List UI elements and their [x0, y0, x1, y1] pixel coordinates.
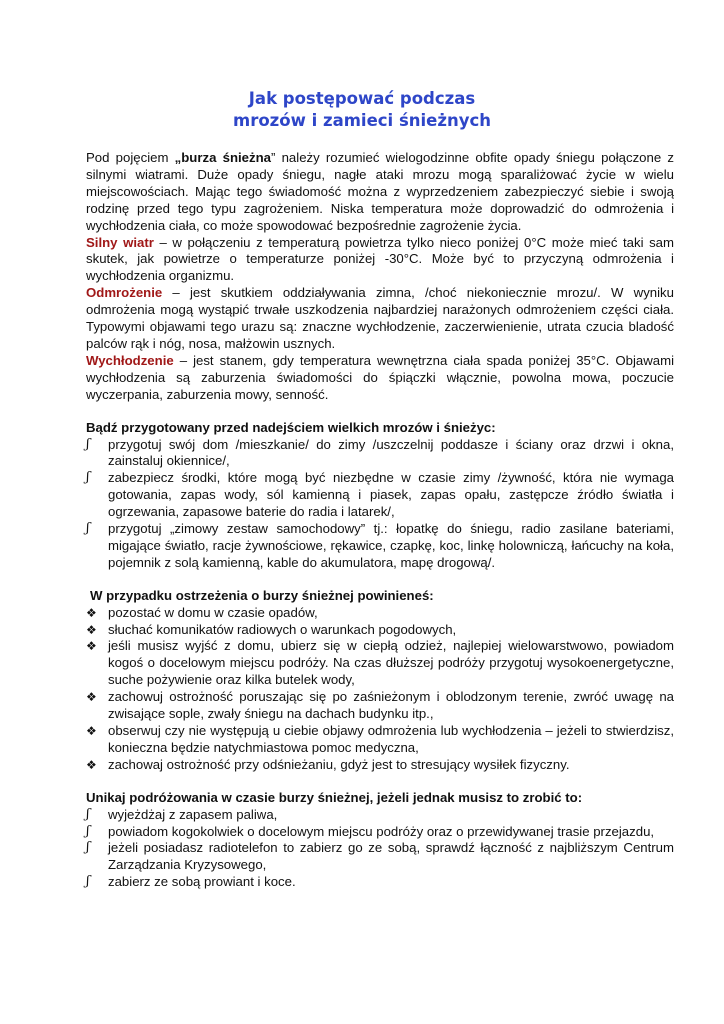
intro-paragraph — [86, 150, 674, 235]
definition-term: Wychłodzenie — [86, 352, 174, 368]
list-item — [86, 807, 674, 824]
section-2-heading: W przypadku ostrzeżenia o burzy śnieżnej powinieneś: — [90, 587, 434, 603]
list-item-text: powiadom kogokolwiek o docelowym miejscu podróży oraz o przewidywanej trasie przejazdu, — [108, 823, 655, 839]
definition-text: – jest stanem, gdy temperatura wewnętrzna ciała spada poniżej 35°C. Objawami wychłodzenia są zaburzenia świadomości do śpiączki włącznie, powolna mowa, poczucie wyczerpania, zaburzenia mowy, senność. — [86, 352, 674, 402]
list-item — [86, 521, 674, 572]
check-mark-icon: ʃ — [86, 806, 90, 822]
section-2-list — [86, 605, 674, 774]
diamond-bullet-icon: ❖ — [86, 724, 97, 738]
diamond-bullet-icon: ❖ — [86, 690, 97, 705]
definition-text: – jest skutkiem oddziaływania zimna, /choć niekoniecznie mrozu/. W wyniku odmrożenia mogą wystąpić trwałe uszkodzenia najbardziej narażonych odmrożeniem części ciała. Typowymi objawami tego urazu są: znaczne wychłodzenie, zaczerwienienie, utrata czucia bladość palców rąk i nóg, nosa, małżowin usznych. — [86, 285, 674, 351]
list-item-text: przygotuj swój dom /mieszkanie/ do zimy /uszczelnij poddasze i ściany oraz drzwi i okna, zainstaluj okiennice/, — [108, 436, 674, 469]
list-item — [86, 605, 674, 622]
list-item — [86, 757, 674, 774]
list-item — [86, 437, 674, 471]
list-item — [86, 723, 674, 757]
check-mark-icon: ʃ — [86, 840, 90, 856]
list-item — [86, 840, 674, 874]
definition-term: Silny wiatr — [86, 234, 154, 250]
definition-silny-wiatr — [86, 235, 674, 286]
list-item-text: słuchać komunikatów radiowych o warunkach pogodowych, — [108, 621, 457, 637]
list-item — [86, 638, 674, 689]
list-item — [86, 622, 674, 639]
section-3-heading: Unikaj podróżowania w czasie burzy śnieżnej, jeżeli jednak musisz to zrobić to: — [86, 789, 583, 805]
section-3-list — [86, 807, 674, 892]
list-item-text: wyjeżdżaj z zapasem paliwa, — [108, 806, 278, 822]
title-line-1: Jak postępować podczas — [248, 89, 476, 108]
check-mark-icon: ʃ — [86, 470, 90, 486]
diamond-bullet-icon: ❖ — [86, 605, 97, 620]
section-1-heading: Bądź przygotowany przed nadejściem wielkich mrozów i śnieżyc: — [86, 419, 496, 435]
list-item-text: obserwuj czy nie występują u ciebie objawy odmrożenia lub wychłodzenia – jeżeli to stwierdzisz, konieczna będzie natychmiastowa pomoc medyczna, — [108, 723, 674, 755]
list-item-text: zabezpiecz środki, które mogą być niezbędne w czasie zimy /żywność, która nie wymaga gotowania, zapas wody, sól kamienną i piasek, zapas opału, zastępcze źródło światła i ogrzewania, zapasowe baterie do radia i latarek/, — [108, 470, 674, 520]
intro-term: „burza śnieżna — [174, 150, 271, 165]
intro-prefix: Pod pojęciem — [86, 150, 175, 165]
diamond-bullet-icon: ❖ — [86, 757, 97, 772]
section-1-list — [86, 437, 674, 572]
check-mark-icon: ʃ — [86, 874, 90, 890]
list-item-text: zachowuj ostrożność poruszając się po zaśnieżonym i oblodzonym terenie, zwróć uwagę na zwisające sople, zwały śniegu na dachach budynku itp., — [108, 689, 674, 722]
check-mark-icon: ʃ — [86, 823, 90, 839]
intro-text: ” należy rozumieć wielogodzinne obfite opady śniegu połączone z silnymi wiatrami. Duże opady śniegu, nagłe ataki mrozu mogą sparaliżować życie w wielu miejscowościach. Mając tego świadomość można z wyprzedzeniem zabezpieczyć siebie i swoją rodzinę przed tego typu zagrożeniem. Niska temperatura może doprowadzić do odmrożenia i wychłodzenia ciała, co może spowodować bezpośrednie zagrożenie życia. — [86, 150, 674, 233]
definition-term: Odmrożenie — [86, 285, 163, 301]
list-item-text: jeżeli posiadasz radiotelefon to zabierz go ze sobą, sprawdź łączność z najbliższym Centrum Zarządzania Kryzysowego, — [108, 840, 674, 873]
diamond-bullet-icon: ❖ — [86, 639, 97, 654]
check-mark-icon: ʃ — [86, 436, 90, 452]
list-item — [86, 824, 674, 841]
list-item-text: zachowaj ostrożność przy odśnieżaniu, gdyż jest to stresujący wysiłek fizyczny. — [108, 756, 570, 772]
list-item-text: przygotuj „zimowy zestaw samochodowy” tj.: łopatkę do śniegu, radio zasilane bateriami, migające światło, racje żywnościowe, rękawice, czapkę, koc, linkę holowniczą, łańcuchy na koła, pojemnik z solą kamienną, kable do akumulatora, mapę drogową/. — [108, 521, 674, 570]
check-mark-icon: ʃ — [86, 521, 90, 537]
definition-odmrozenie — [86, 285, 674, 353]
list-item-text: jeśli musisz wyjść z domu, ubierz się w ciepłą odzież, najlepiej wielowarstwowo, powiadom kogoś o docelowym miejscu podróży. Na czas dłuższej podróży przygotuj wysokoenergetyczne, suche pożywienie oraz kilka butelek wody, — [108, 638, 674, 688]
list-item — [86, 874, 674, 891]
diamond-bullet-icon: ❖ — [86, 622, 97, 637]
definition-text: – w połączeniu z temperaturą powietrza tylko nieco poniżej 0°C może mieć taki sam skutek, jak powietrze o temperaturze poniżej -30°C. Może być to przyczyną odmrożenia i wychłodzenia organizmu. — [86, 234, 674, 284]
definition-wychlodzenie — [86, 353, 674, 404]
document-body — [86, 150, 674, 891]
list-item-text: pozostać w domu w czasie opadów, — [108, 604, 318, 620]
list-item — [86, 470, 674, 521]
list-item-text: zabierz ze sobą prowiant i koce. — [108, 874, 296, 890]
list-item — [86, 689, 674, 723]
title-line-2: mrozów i zamieci śnieżnych — [233, 111, 491, 130]
